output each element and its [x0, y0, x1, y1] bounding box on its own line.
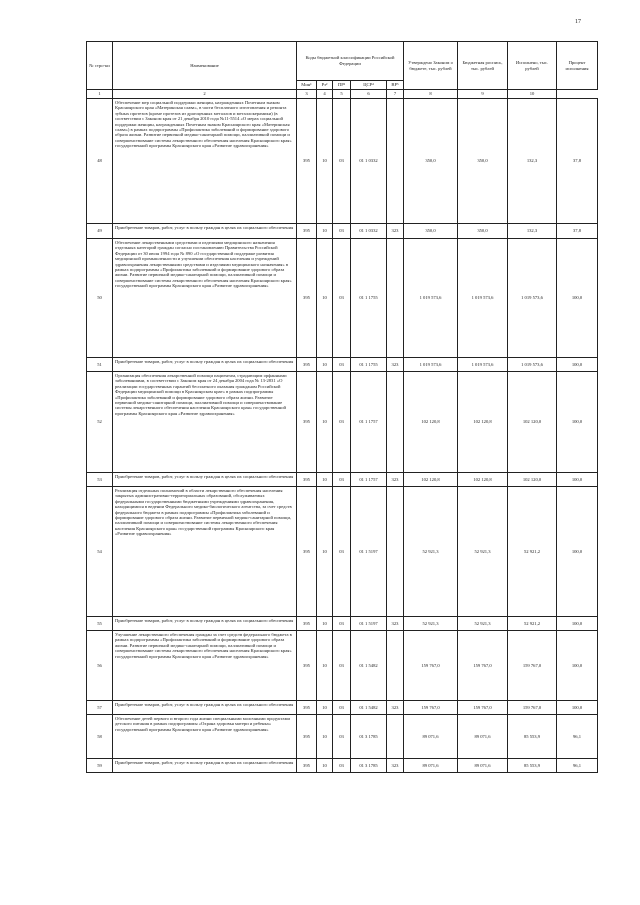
column-number-row — [87, 90, 598, 99]
table-row — [87, 239, 598, 358]
cell-pr: 03 — [333, 487, 351, 617]
cell-approved: 1 019 573,6 — [404, 358, 458, 372]
cell-csr: 01 1 1757 — [351, 372, 387, 473]
cell-name: Обеспечение детей первого и второго года жизни специальными молочными продуктами детского питания в рамках подпрограммы «Охрана здоровья матери и ребенка» государственной программы Красноярского края «Развитие здравоохранения» — [113, 715, 297, 759]
cell-vr: 323 — [387, 701, 404, 715]
cell-vr: 323 — [387, 358, 404, 372]
cell-executed: 132,3 — [508, 99, 557, 224]
cell-min: 395 — [297, 487, 317, 617]
table-row — [87, 715, 598, 759]
cell-min: 395 — [297, 759, 317, 773]
column-number: 3 — [297, 90, 317, 99]
cell-vr: 323 — [387, 617, 404, 631]
cell-percent: 100,0 — [557, 239, 598, 358]
cell-budget: 89 071,6 — [458, 715, 508, 759]
column-number: 8 — [404, 90, 458, 99]
cell-csr: 01 1 5197 — [351, 617, 387, 631]
cell-executed: 132,3 — [508, 224, 557, 239]
column-number: 9 — [458, 90, 508, 99]
cell-rz: 10 — [317, 759, 333, 773]
cell-vr: 323 — [387, 759, 404, 773]
cell-executed: 85 553,9 — [508, 759, 557, 773]
table-row — [87, 473, 598, 487]
cell-name: Обеспечение мер социальной поддержки женщин, награжденных Почетным знаком Красноярского края «Материнская слава», в части бесплатного изготовления и ремонта зубных протезов (кроме протезов из драгоценных металлов и металлокерамики) (в соответствии с Законом края от 21 декабря 2010 года №11-5514 «О мерах социальной поддержки женщин, награжденных Почетным знаком Красноярского края «Материнская слава») в рамках подпрограммы «Профилактика заболеваний и формирование здорового образа жизни. Развитие первичной медико-санитарной помощи, паллиативной помощи и совершенствование системы лекарственного обеспечения населения Красноярского края» государственной программы Красноярского края «Развитие здравоохранения» — [113, 99, 297, 224]
cell-min: 395 — [297, 372, 317, 473]
table-row — [87, 617, 598, 631]
table-row — [87, 701, 598, 715]
cell-pr: 03 — [333, 99, 351, 224]
cell-name: Обеспечение лекарственными средствами и изделиями медицинского назначения отдельных категорий граждан согласно постановлению Правительства Российской Федерации от 30 июля 1994 года № 890 «О государственной поддержке развития медицинской промышленности и улучшении обеспечения населения и учреждений здравоохранения лекарственными средствами и изделиями медицинского назначения» в рамках подпрограммы «Профилактика заболеваний и формирование здорового образа жизни. Развитие первичной медико-санитарной помощи, паллиативной помощи и совершенствование системы лекарственного обеспечения населения Красноярского края» государственной программы Красноярского края «Развитие здравоохранения» — [113, 239, 297, 358]
column-number: 2 — [113, 90, 297, 99]
header-executed: Исполнено, тыс. рублей — [508, 42, 557, 90]
cell-percent: 100,0 — [557, 372, 598, 473]
cell-budget: 52 921,3 — [458, 617, 508, 631]
cell-pr: 03 — [333, 239, 351, 358]
cell-vr — [387, 239, 404, 358]
cell-name: Реализация отдельных полномочий в области лекарственного обеспечения населения закрытых административно-территориальных образований, обслуживаемых федеральными государственными бюджетными учреждениями здравоохранения, находящимися в ведении Федерального медико-биологического агентства, за счет средств федерального бюджета в рамках подпрограммы «Профилактика заболеваний и формирование здорового образа жизни. Развитие первичной медико-санитарной помощи, паллиативной помощи и совершенствование системы лекарственного обеспечения населения Красноярского края» государственной программы Красноярского края «Развитие здравоохранения» — [113, 487, 297, 617]
cell-approved: 52 921,3 — [404, 487, 458, 617]
cell-budget: 350,0 — [458, 99, 508, 224]
cell-pr: 03 — [333, 473, 351, 487]
table-row — [87, 631, 598, 701]
cell-rz: 10 — [317, 239, 333, 358]
cell-csr: 01 1 0332 — [351, 224, 387, 239]
cell-csr: 01 1 1757 — [351, 473, 387, 487]
cell-executed: 52 921,2 — [508, 617, 557, 631]
table-row — [87, 372, 598, 473]
cell-approved: 159 767,0 — [404, 701, 458, 715]
cell-approved: 52 921,3 — [404, 617, 458, 631]
cell-num: 53 — [87, 473, 113, 487]
cell-min: 395 — [297, 473, 317, 487]
cell-vr — [387, 99, 404, 224]
cell-num: 51 — [87, 358, 113, 372]
cell-num: 54 — [87, 487, 113, 617]
table-row — [87, 487, 598, 617]
cell-approved: 159 767,0 — [404, 631, 458, 701]
header-budget: Бюджетная роспись, тыс. рублей — [458, 42, 508, 90]
cell-min: 395 — [297, 617, 317, 631]
table-row — [87, 358, 598, 372]
cell-budget: 350,0 — [458, 224, 508, 239]
cell-percent: 100,0 — [557, 487, 598, 617]
cell-executed: 159 767,0 — [508, 701, 557, 715]
page-number: 17 — [575, 19, 581, 25]
cell-budget: 102 120,8 — [458, 372, 508, 473]
cell-num: 57 — [87, 701, 113, 715]
cell-percent: 100,0 — [557, 358, 598, 372]
cell-percent: 96,1 — [557, 759, 598, 773]
cell-rz: 10 — [317, 617, 333, 631]
cell-percent: 37,8 — [557, 224, 598, 239]
cell-percent: 37,8 — [557, 99, 598, 224]
cell-rz: 10 — [317, 473, 333, 487]
cell-executed: 159 767,0 — [508, 631, 557, 701]
cell-budget: 159 767,0 — [458, 631, 508, 701]
cell-csr: 01 3 1785 — [351, 759, 387, 773]
cell-rz: 10 — [317, 715, 333, 759]
cell-num: 58 — [87, 715, 113, 759]
cell-percent: 100,0 — [557, 617, 598, 631]
cell-min: 395 — [297, 631, 317, 701]
cell-min: 395 — [297, 715, 317, 759]
cell-budget: 159 767,0 — [458, 701, 508, 715]
header-approved: Утверждено Законом о бюджете, тыс. рублей — [404, 42, 458, 90]
cell-executed: 85 553,9 — [508, 715, 557, 759]
cell-vr: 323 — [387, 473, 404, 487]
cell-approved: 350,0 — [404, 99, 458, 224]
cell-num: 59 — [87, 759, 113, 773]
cell-rz: 10 — [317, 224, 333, 239]
cell-num: 48 — [87, 99, 113, 224]
cell-name: Приобретение товаров, работ, услуг в пользу граждан в целях их социального обеспечения — [113, 759, 297, 773]
cell-budget: 89 071,6 — [458, 759, 508, 773]
cell-num: 56 — [87, 631, 113, 701]
cell-pr: 03 — [333, 617, 351, 631]
header-codes-group: Коды бюджетной классификации Российской Федерации — [297, 42, 404, 81]
header-name: Наименование — [113, 42, 297, 90]
cell-name: Улучшение лекарственного обеспечения граждан за счет средств федерального бюджета в рамках подпрограммы «Профилактика заболеваний и формирование здорового образа жизни. Развитие первичной медико-санитарной помощи, паллиативной помощи и совершенствование системы лекарственного обеспечения населения Красноярского края» государственной программы Красноярского края «Развитие здравоохранения» — [113, 631, 297, 701]
cell-percent: 100,0 — [557, 701, 598, 715]
cell-executed: 102 120,0 — [508, 372, 557, 473]
column-number: 6 — [351, 90, 387, 99]
cell-csr: 01 1 1755 — [351, 358, 387, 372]
budget-table — [86, 41, 598, 773]
cell-name: Приобретение товаров, работ, услуг в пользу граждан в целях их социального обеспечения — [113, 224, 297, 239]
cell-executed: 52 921,2 — [508, 487, 557, 617]
cell-name: Организация обеспечения лекарственной помощи пациентам, страдающим орфанными заболеваниями, в соответствии с Законом края от 24 декабря 2004 года № 13-2831 «О реализации государственных гарантий бесплатного оказания гражданам Российской Федерации медицинской помощи в Красноярском крае» в рамках подпрограммы «Профилактика заболеваний и формирование здорового образа жизни. Развитие первичной медико-санитарной помощи, паллиативной помощи и совершенствование системы лекарственного обеспечения населения Красноярского края» государственной программы Красноярского края «Развитие здравоохранения» — [113, 372, 297, 473]
cell-rz: 10 — [317, 701, 333, 715]
cell-vr: 323 — [387, 224, 404, 239]
cell-csr: 01 1 1755 — [351, 239, 387, 358]
cell-percent: 100,0 — [557, 631, 598, 701]
header-num: № стро-ки — [87, 42, 113, 90]
cell-rz: 10 — [317, 372, 333, 473]
cell-pr: 03 — [333, 224, 351, 239]
cell-approved: 89 071,6 — [404, 715, 458, 759]
column-number: 4 — [317, 90, 333, 99]
cell-executed: 102 120,0 — [508, 473, 557, 487]
header-rz: Рз² — [317, 81, 333, 90]
cell-approved: 102 120,8 — [404, 372, 458, 473]
cell-rz: 10 — [317, 358, 333, 372]
cell-name: Приобретение товаров, работ, услуг в пользу граждан в целях их социального обеспечения — [113, 617, 297, 631]
cell-num: 55 — [87, 617, 113, 631]
cell-name: Приобретение товаров, работ, услуг в пользу граждан в целях их социального обеспечения — [113, 358, 297, 372]
cell-pr: 03 — [333, 715, 351, 759]
cell-min: 395 — [297, 358, 317, 372]
cell-percent: 96,1 — [557, 715, 598, 759]
cell-vr — [387, 631, 404, 701]
column-number: 5 — [333, 90, 351, 99]
cell-num: 50 — [87, 239, 113, 358]
cell-min: 395 — [297, 99, 317, 224]
cell-rz: 10 — [317, 99, 333, 224]
cell-num: 49 — [87, 224, 113, 239]
cell-csr: 01 1 0332 — [351, 99, 387, 224]
table-row — [87, 99, 598, 224]
table-row — [87, 759, 598, 773]
cell-name: Приобретение товаров, работ, услуг в пользу граждан в целях их социального обеспечения — [113, 473, 297, 487]
cell-approved: 1 019 573,6 — [404, 239, 458, 358]
cell-budget: 1 019 573,6 — [458, 239, 508, 358]
cell-vr — [387, 487, 404, 617]
cell-min: 395 — [297, 701, 317, 715]
cell-approved: 350,0 — [404, 224, 458, 239]
column-number: 10 — [508, 90, 557, 99]
cell-percent: 100,0 — [557, 473, 598, 487]
cell-pr: 03 — [333, 759, 351, 773]
cell-pr: 03 — [333, 701, 351, 715]
cell-vr — [387, 372, 404, 473]
cell-budget: 52 921,3 — [458, 487, 508, 617]
cell-rz: 10 — [317, 631, 333, 701]
cell-budget: 1 019 573,6 — [458, 358, 508, 372]
header-csr: ЦСР⁴ — [351, 81, 387, 90]
column-number: 7 — [387, 90, 404, 99]
cell-name: Приобретение товаров, работ, услуг в пользу граждан в целях их социального обеспечения — [113, 701, 297, 715]
header-min: Мин¹ — [297, 81, 317, 90]
cell-pr: 03 — [333, 358, 351, 372]
table-row — [87, 224, 598, 239]
cell-vr — [387, 715, 404, 759]
cell-pr: 03 — [333, 372, 351, 473]
header-percent: Процент исполнения — [557, 42, 598, 90]
header-pr: ПР³ — [333, 81, 351, 90]
column-number: 1 — [87, 90, 113, 99]
cell-csr: 01 3 1785 — [351, 715, 387, 759]
cell-min: 395 — [297, 239, 317, 358]
cell-csr: 01 1 5482 — [351, 701, 387, 715]
cell-pr: 03 — [333, 631, 351, 701]
table-body — [87, 99, 598, 773]
cell-budget: 102 120,8 — [458, 473, 508, 487]
cell-approved: 89 071,6 — [404, 759, 458, 773]
cell-num: 52 — [87, 372, 113, 473]
cell-executed: 1 019 573,6 — [508, 239, 557, 358]
cell-approved: 102 120,8 — [404, 473, 458, 487]
cell-csr: 01 1 5482 — [351, 631, 387, 701]
cell-rz: 10 — [317, 487, 333, 617]
cell-executed: 1 019 573,6 — [508, 358, 557, 372]
cell-min: 395 — [297, 224, 317, 239]
header-vr: ВР⁵ — [387, 81, 404, 90]
cell-csr: 01 1 5197 — [351, 487, 387, 617]
